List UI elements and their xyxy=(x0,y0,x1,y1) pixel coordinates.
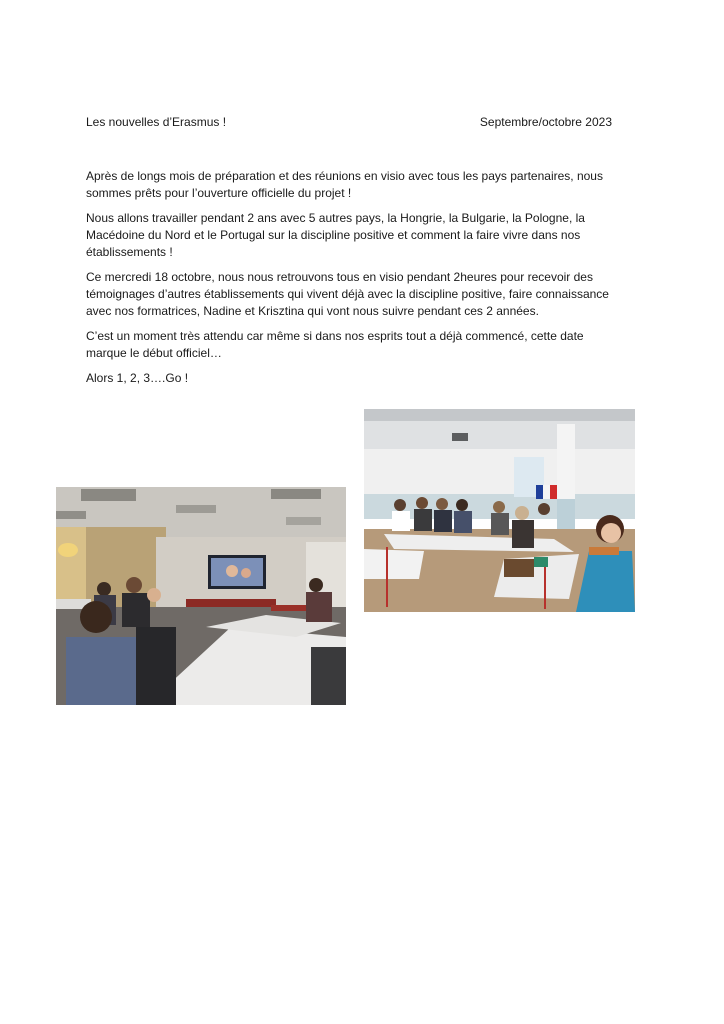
paragraph-1: Après de longs mois de préparation et des réunions en visio avec tous les pays partenaires, nous sommes prêts pour l’ouverture officielle du projet ! xyxy=(86,169,603,200)
paragraph-3: Ce mercredi 18 octobre, nous nous retrouvons tous en visio pendant 2heures pour recevoir des témoignages d’autres établissements qui vivent déjà avec la discipline positive, faire connaissance avec nos formatrices, Nadine et Krisztina qui vont nous suivre pendant ces 2 années. xyxy=(86,270,609,318)
header-date: Septembre/octobre 2023 xyxy=(479,115,612,129)
header-title: Les nouvelles d’Erasmus ! xyxy=(86,115,227,129)
photo-participants-room xyxy=(364,409,635,612)
photo-video-meeting xyxy=(56,487,346,705)
paragraph-5: Alors 1, 2, 3….Go ! xyxy=(86,371,189,385)
paragraph-4: C’est un moment très attendu car même si dans nos esprits tout a déjà commencé, cette date marque le début officiel… xyxy=(86,329,584,360)
article-body xyxy=(86,168,616,395)
paragraph-2: Nous allons travailler pendant 2 ans avec 5 autres pays, la Hongrie, la Bulgarie, la Pologne, la Macédoine du Nord et le Portugal sur la discipline positive et comment la faire vivre dans nos établissements ! xyxy=(86,211,585,259)
